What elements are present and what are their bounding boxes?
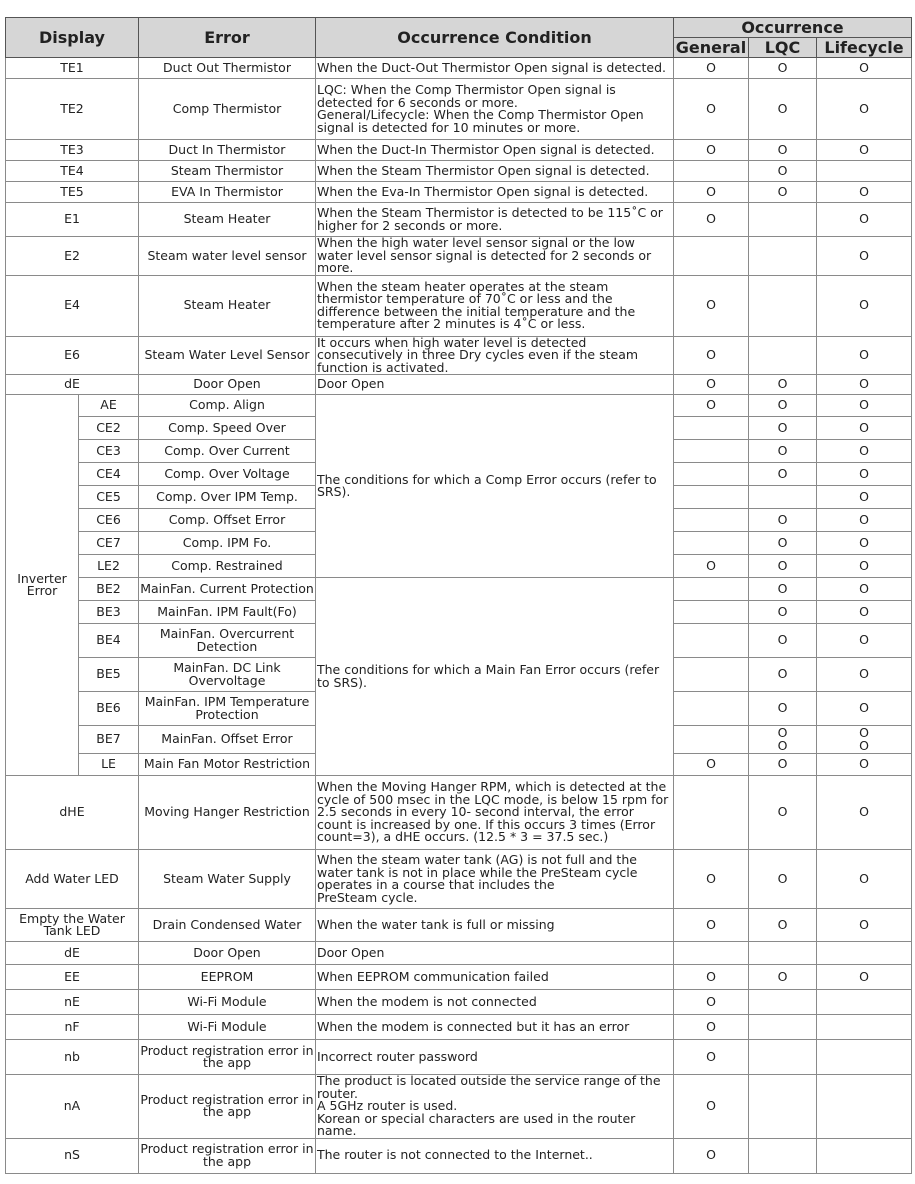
display-code: CE4 — [79, 463, 139, 486]
table-row — [6, 203, 912, 237]
occurrence-lifecycle: O — [817, 754, 912, 776]
occurrence-general: O — [674, 909, 749, 942]
table-header — [6, 18, 912, 58]
occurrence-general: O — [674, 79, 749, 140]
occurrence-lifecycle — [817, 161, 912, 182]
occurrence-lifecycle: O — [817, 965, 912, 990]
error-name: Moving Hanger Restriction — [139, 776, 316, 850]
occurrence-lqc: O — [749, 395, 817, 417]
occurrence-lifecycle: O O — [817, 726, 912, 754]
error-name: Steam Water Supply — [139, 850, 316, 909]
display-code: E6 — [6, 336, 139, 375]
error-name: Comp. Over Voltage — [139, 463, 316, 486]
display-code: BE6 — [79, 692, 139, 726]
occurrence-general — [674, 237, 749, 276]
occurrence-lqc: O O — [749, 726, 817, 754]
error-name: Main Fan Motor Restriction — [139, 754, 316, 776]
display-code: E2 — [6, 237, 139, 276]
error-name: Drain Condensed Water — [139, 909, 316, 942]
occurrence-general: O — [674, 965, 749, 990]
occurrence-general: O — [674, 1015, 749, 1040]
error-name: Comp. Align — [139, 395, 316, 417]
display-code: TE5 — [6, 182, 139, 203]
occurrence-lqc: O — [749, 965, 817, 990]
occurrence-lifecycle: O — [817, 203, 912, 237]
occurrence-lifecycle: O — [817, 336, 912, 375]
occurrence-lifecycle: O — [817, 776, 912, 850]
display-code: AE — [79, 395, 139, 417]
occurrence-general: O — [674, 990, 749, 1015]
occurrence-lifecycle — [817, 1040, 912, 1075]
display-code: TE4 — [6, 161, 139, 182]
occurrence-lqc: O — [749, 578, 817, 601]
display-code: TE2 — [6, 79, 139, 140]
occurrence-lifecycle: O — [817, 578, 912, 601]
occurrence-lifecycle: O — [817, 509, 912, 532]
display-code: BE2 — [79, 578, 139, 601]
error-name: MainFan. DC Link Overvoltage — [139, 658, 316, 692]
display-code: dHE — [6, 776, 139, 850]
occurrence-condition: When the Steam Thermistor is detected to be 115˚C or higher for 2 seconds or more. — [316, 203, 674, 237]
display-code: CE5 — [79, 486, 139, 509]
occurrence-lifecycle: O — [817, 624, 912, 658]
display-code: TE1 — [6, 58, 139, 79]
occurrence-general — [674, 417, 749, 440]
occurrence-lqc: O — [749, 624, 817, 658]
occurrence-general — [674, 658, 749, 692]
table-row — [6, 375, 912, 395]
occurrence-general — [674, 624, 749, 658]
occurrence-header: Occurrence — [674, 18, 912, 38]
occurrence-general: O — [674, 754, 749, 776]
occurrence-condition: When the modem is connected but it has an error — [316, 1015, 674, 1040]
display-code: CE2 — [79, 417, 139, 440]
table-row — [6, 942, 912, 965]
display-code: BE4 — [79, 624, 139, 658]
occurrence-lqc: O — [749, 182, 817, 203]
display-code: dE — [6, 375, 139, 395]
table-row — [6, 395, 912, 417]
occurrence-lqc: O — [749, 161, 817, 182]
occurrence-lqc: O — [749, 850, 817, 909]
table-row — [6, 776, 912, 850]
occurrence-condition: When the steam heater operates at the steam thermistor temperature of 70˚C or less and the difference between the initial temperature and the temperature after 2 minutes is 4˚C or less. — [316, 275, 674, 336]
lqc-header: LQC — [749, 38, 817, 58]
error-name: Comp Thermistor — [139, 79, 316, 140]
error-name: Door Open — [139, 375, 316, 395]
error-name: MainFan. Overcurrent Detection — [139, 624, 316, 658]
occurrence-lifecycle: O — [817, 909, 912, 942]
display-code: E1 — [6, 203, 139, 237]
occurrence-lqc: O — [749, 692, 817, 726]
occurrence-general — [674, 532, 749, 555]
occurrence-condition: When the Eva-In Thermistor Open signal is detected. — [316, 182, 674, 203]
table-row — [6, 1040, 912, 1075]
comp-error-condition: The conditions for which a Comp Error occurs (refer to SRS). — [316, 395, 674, 578]
occurrence-condition: The product is located outside the service range of the router. A 5GHz router is used. Korean or special characters are used in the router name. — [316, 1075, 674, 1139]
display-code: CE6 — [79, 509, 139, 532]
error-name: Comp. IPM Fo. — [139, 532, 316, 555]
occurrence-general: O — [674, 1138, 749, 1173]
occurrence-condition: When the modem is not connected — [316, 990, 674, 1015]
display-code: EE — [6, 965, 139, 990]
occurrence-condition: Incorrect router password — [316, 1040, 674, 1075]
occurrence-general: O — [674, 850, 749, 909]
error-name: Steam Thermistor — [139, 161, 316, 182]
error-name: Wi-Fi Module — [139, 1015, 316, 1040]
occurrence-lqc: O — [749, 463, 817, 486]
occurrence-general: O — [674, 1040, 749, 1075]
occurrence-lifecycle — [817, 942, 912, 965]
error-name: Steam Heater — [139, 275, 316, 336]
table-row — [6, 58, 912, 79]
table-row — [6, 140, 912, 161]
occurrence-general — [674, 463, 749, 486]
error-name: MainFan. Offset Error — [139, 726, 316, 754]
display-code: LE2 — [79, 555, 139, 578]
occurrence-condition: The router is not connected to the Internet.. — [316, 1138, 674, 1173]
error-name: Comp. Over Current — [139, 440, 316, 463]
table-row — [6, 578, 912, 601]
display-code: Add Water LED — [6, 850, 139, 909]
occurrence-lifecycle — [817, 1015, 912, 1040]
occurrence-lqc — [749, 203, 817, 237]
occurrence-condition: When the Duct-In Thermistor Open signal is detected. — [316, 140, 674, 161]
occurrence-lifecycle: O — [817, 463, 912, 486]
occurrence-condition: When the Moving Hanger RPM, which is detected at the cycle of 500 msec in the LQC mode, is below 15 rpm for 2.5 seconds in every 10- second interval, the error count is increased by one. If this occurs 3 times (Error count=3), a dHE occurs. (12.5 * 3 = 37.5 sec.) — [316, 776, 674, 850]
occurrence-general — [674, 161, 749, 182]
occurrence-lifecycle: O — [817, 58, 912, 79]
table-row — [6, 79, 912, 140]
occurrence-condition: LQC: When the Comp Thermistor Open signal is detected for 6 seconds or more. General/Lifecycle: When the Comp Thermistor Open signal is detected for 10 minutes or more. — [316, 79, 674, 140]
display-code: LE — [79, 754, 139, 776]
occurrence-lqc: O — [749, 909, 817, 942]
error-code-table — [5, 17, 912, 1174]
occurrence-lqc — [749, 275, 817, 336]
error-header: Error — [139, 18, 316, 58]
display-code: nA — [6, 1075, 139, 1139]
occurrence-general — [674, 578, 749, 601]
table-row — [6, 990, 912, 1015]
occurrence-general — [674, 601, 749, 624]
occurrence-general: O — [674, 58, 749, 79]
occurrence-lqc: O — [749, 601, 817, 624]
display-code: CE3 — [79, 440, 139, 463]
display-code: nS — [6, 1138, 139, 1173]
occurrence-general: O — [674, 203, 749, 237]
occurrence-general — [674, 486, 749, 509]
display-code: nE — [6, 990, 139, 1015]
error-name: EVA In Thermistor — [139, 182, 316, 203]
display-code: nb — [6, 1040, 139, 1075]
occurrence-general: O — [674, 1075, 749, 1139]
occurrence-lifecycle: O — [817, 395, 912, 417]
occurrence-lifecycle: O — [817, 140, 912, 161]
table-row — [6, 909, 912, 942]
table-body — [6, 58, 912, 1174]
occurrence-lqc — [749, 1075, 817, 1139]
error-name: Comp. Speed Over — [139, 417, 316, 440]
occurrence-condition: It occurs when high water level is detected consecutively in three Dry cycles even if the steam function is activated. — [316, 336, 674, 375]
occurrence-lifecycle: O — [817, 375, 912, 395]
error-name: EEPROM — [139, 965, 316, 990]
occurrence-general — [674, 509, 749, 532]
occurrence-lqc: O — [749, 440, 817, 463]
occurrence-lqc — [749, 336, 817, 375]
table-row — [6, 182, 912, 203]
occurrence-lifecycle: O — [817, 417, 912, 440]
occurrence-lifecycle: O — [817, 182, 912, 203]
occurrence-lqc — [749, 942, 817, 965]
display-code: BE5 — [79, 658, 139, 692]
occurrence-lifecycle: O — [817, 440, 912, 463]
occurrence-lqc: O — [749, 754, 817, 776]
occurrence-lqc: O — [749, 417, 817, 440]
table-row — [6, 1015, 912, 1040]
occurrence-general: O — [674, 140, 749, 161]
lifecycle-header: Lifecycle — [817, 38, 912, 58]
occurrence-general: O — [674, 275, 749, 336]
display-code: nF — [6, 1015, 139, 1040]
occurrence-lifecycle — [817, 1138, 912, 1173]
table-row — [6, 275, 912, 336]
occurrence-lqc — [749, 1040, 817, 1075]
table-row — [6, 1075, 912, 1139]
display-header: Display — [6, 18, 139, 58]
occurrence-condition: When the water tank is full or missing — [316, 909, 674, 942]
occurrence-lqc: O — [749, 776, 817, 850]
occurrence-lqc — [749, 1015, 817, 1040]
occurrence-lqc — [749, 237, 817, 276]
display-code: CE7 — [79, 532, 139, 555]
occurrence-lifecycle: O — [817, 79, 912, 140]
occurrence-general — [674, 942, 749, 965]
occurrence-lqc — [749, 486, 817, 509]
error-name: Product registration error in the app — [139, 1040, 316, 1075]
error-name: Product registration error in the app — [139, 1138, 316, 1173]
occurrence-lifecycle — [817, 990, 912, 1015]
display-code: TE3 — [6, 140, 139, 161]
error-name: MainFan. IPM Temperature Protection — [139, 692, 316, 726]
occurrence-lqc: O — [749, 140, 817, 161]
occurrence-general: O — [674, 375, 749, 395]
occurrence-general — [674, 726, 749, 754]
error-name: Comp. Over IPM Temp. — [139, 486, 316, 509]
occurrence-general — [674, 692, 749, 726]
occurrence-condition: Door Open — [316, 375, 674, 395]
occurrence-lifecycle: O — [817, 850, 912, 909]
error-name: Door Open — [139, 942, 316, 965]
occurrence-lqc: O — [749, 532, 817, 555]
error-name: Duct Out Thermistor — [139, 58, 316, 79]
error-name: Product registration error in the app — [139, 1075, 316, 1139]
occurrence-lifecycle: O — [817, 532, 912, 555]
error-name: Steam Water Level Sensor — [139, 336, 316, 375]
error-name: Steam Heater — [139, 203, 316, 237]
occurrence-lifecycle: O — [817, 555, 912, 578]
occurrence-lqc: O — [749, 79, 817, 140]
error-name: MainFan. Current Protection — [139, 578, 316, 601]
table-row — [6, 161, 912, 182]
display-code: BE3 — [79, 601, 139, 624]
occurrence-general: O — [674, 395, 749, 417]
occurrence-condition: Door Open — [316, 942, 674, 965]
error-name: Steam water level sensor — [139, 237, 316, 276]
table-row — [6, 1138, 912, 1173]
general-header: General — [674, 38, 749, 58]
table-row — [6, 965, 912, 990]
occurrence-lifecycle — [817, 1075, 912, 1139]
occurrence-general — [674, 776, 749, 850]
occurrence-lqc: O — [749, 555, 817, 578]
occurrence-general: O — [674, 336, 749, 375]
occurrence-condition: When the Steam Thermistor Open signal is detected. — [316, 161, 674, 182]
error-name: Comp. Offset Error — [139, 509, 316, 532]
occurrence-condition: When the high water level sensor signal or the low water level sensor signal is detected for 2 seconds or more. — [316, 237, 674, 276]
occurrence-general: O — [674, 555, 749, 578]
occurrence-lqc — [749, 990, 817, 1015]
occurrence-lqc: O — [749, 58, 817, 79]
occurrence-lifecycle: O — [817, 658, 912, 692]
inverter-error-label: Inverter Error — [6, 395, 79, 776]
error-name: Wi-Fi Module — [139, 990, 316, 1015]
occurrence-lifecycle: O — [817, 601, 912, 624]
table-row — [6, 336, 912, 375]
occurrence-lqc: O — [749, 375, 817, 395]
error-name: Comp. Restrained — [139, 555, 316, 578]
occurrence-lqc: O — [749, 509, 817, 532]
table-row — [6, 237, 912, 276]
occurrence-lifecycle: O — [817, 692, 912, 726]
occurrence-general: O — [674, 182, 749, 203]
occurrence-condition: When the steam water tank (AG) is not full and the water tank is not in place while the PreSteam cycle operates in a course that includes the PreSteam cycle. — [316, 850, 674, 909]
occurrence-condition: When EEPROM communication failed — [316, 965, 674, 990]
occurrence-lifecycle: O — [817, 486, 912, 509]
occurrence-condition: When the Duct-Out Thermistor Open signal is detected. — [316, 58, 674, 79]
display-code: dE — [6, 942, 139, 965]
occurrence-lqc: O — [749, 658, 817, 692]
display-code: Empty the Water Tank LED — [6, 909, 139, 942]
table-row — [6, 850, 912, 909]
occurrence-general — [674, 440, 749, 463]
condition-header: Occurrence Condition — [316, 18, 674, 58]
occurrence-lqc — [749, 1138, 817, 1173]
display-code: E4 — [6, 275, 139, 336]
occurrence-lifecycle: O — [817, 237, 912, 276]
display-code: BE7 — [79, 726, 139, 754]
occurrence-lifecycle: O — [817, 275, 912, 336]
fan-error-condition: The conditions for which a Main Fan Error occurs (refer to SRS). — [316, 578, 674, 776]
error-name: Duct In Thermistor — [139, 140, 316, 161]
error-name: MainFan. IPM Fault(Fo) — [139, 601, 316, 624]
